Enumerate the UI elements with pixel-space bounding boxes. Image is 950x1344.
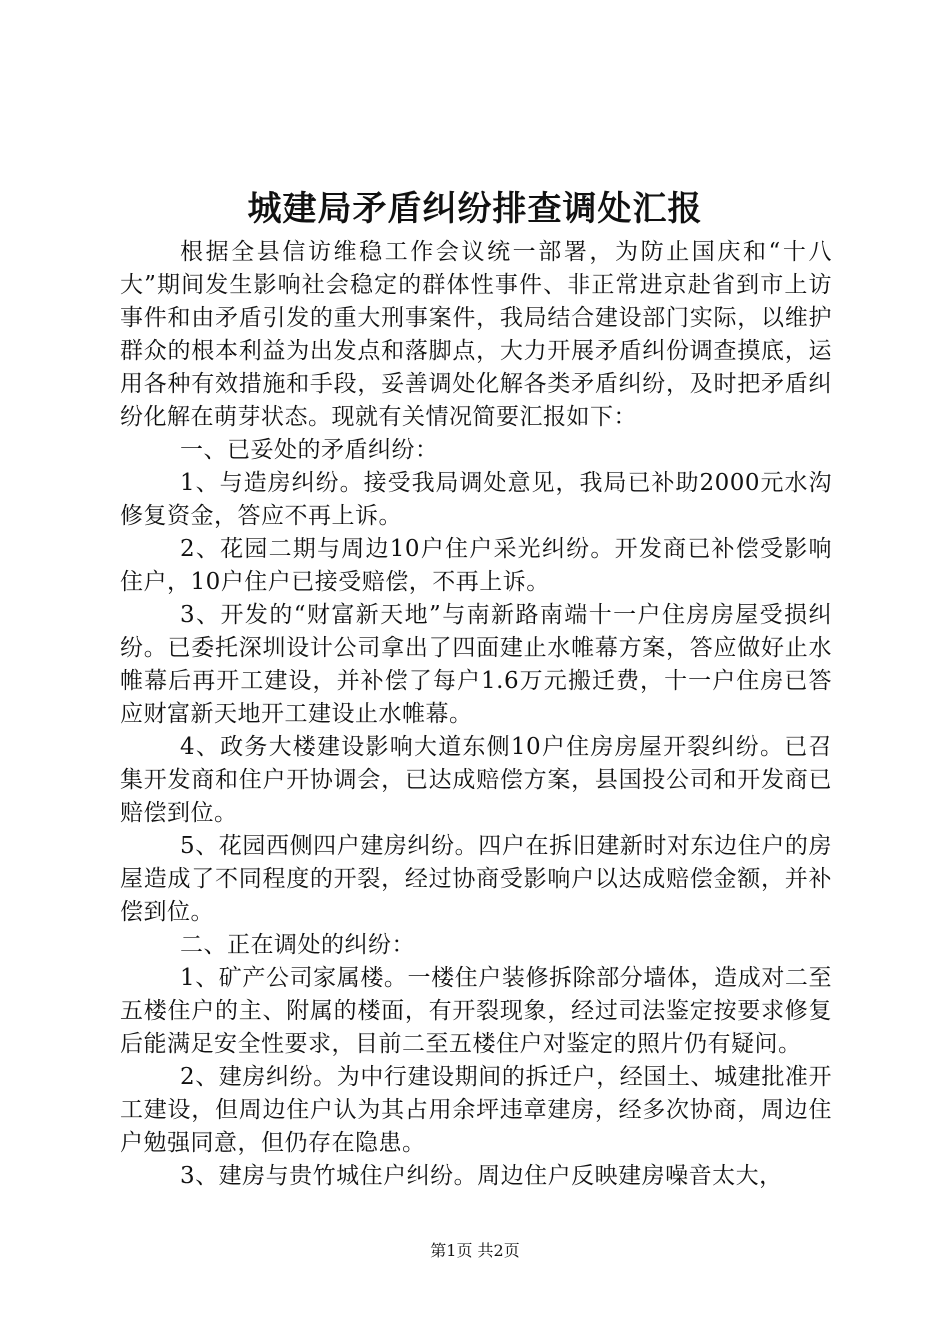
paragraph-resolved-4: 4、政务大楼建设影响大道东侧10户住房房屋开裂纠纷。已召集开发商和住户开协调会，已达成赔偿方案，县国投公司和开发商已赔偿到位。 — [120, 734, 832, 826]
paragraph-in-progress-2: 2、建房纠纷。为中行建设期间的拆迁户，经国土、城建批准开工建设，但周边住户认为其占用余坪违章建房，经多次协商，周边住户勉强同意，但仍存在隐患。 — [120, 1064, 832, 1156]
paragraph-in-progress-1: 1、矿产公司家属楼。一楼住户装修拆除部分墙体，造成对二至五楼住户的主、附属的楼面，有开裂现象，经过司法鉴定按要求修复后能满足安全性要求，目前二至五楼住户对鉴定的照片仍有疑问。 — [120, 965, 832, 1057]
paragraph-in-progress-3: 3、建房与贵竹城住户纠纷。周边住户反映建房噪音太大， — [180, 1163, 783, 1189]
paragraph-resolved-1: 1、与造房纠纷。接受我局调处意见，我局已补助2000元水沟修复资金，答应不再上诉。 — [120, 470, 832, 529]
page-number-footer: 第1页 共2页 — [430, 1241, 520, 1260]
paragraph-resolved-5: 5、花园西侧四户建房纠纷。四户在拆旧建新时对东边住户的房屋造成了不同程度的开裂，经过协商受影响户以达成赔偿金额，并补偿到位。 — [120, 833, 832, 925]
document-title: 城建局矛盾纠纷排查调处汇报 — [247, 189, 703, 229]
paragraph-intro: 根据全县信访维稳工作会议统一部署，为防止国庆和“十八大”期间发生影响社会稳定的群体性事件、非正常进京赴省到市上访事件和由矛盾引发的重大刑事案件，我局结合建设部门实际，以维护群众的根本利益为出发点和落脚点，大力开展矛盾纠份调查摸底，运用各种有效措施和手段，妥善调处化解各类矛盾纠纷，及时把矛盾纠纷化解在萌芽状态。现就有关情况简要汇报如下： — [120, 239, 832, 430]
section-heading-resolved: 一、已妥处的矛盾纠纷： — [180, 437, 439, 463]
paragraph-resolved-3: 3、开发的“财富新天地”与南新路南端十一户住房房屋受损纠纷。已委托深圳设计公司拿出了四面建止水帷幕方案，答应做好止水帷幕后再开工建设，并补偿了每户1.6万元搬迁费，十一户住房已答应财富新天地开工建设止水帷幕。 — [120, 602, 832, 727]
section-heading-in-progress: 二、正在调处的纠纷： — [180, 932, 415, 958]
paragraph-resolved-2: 2、花园二期与周边10户住户采光纠纷。开发商已补偿受影响住户，10户住户已接受赔偿，不再上诉。 — [120, 536, 832, 595]
document-body — [120, 236, 832, 1193]
